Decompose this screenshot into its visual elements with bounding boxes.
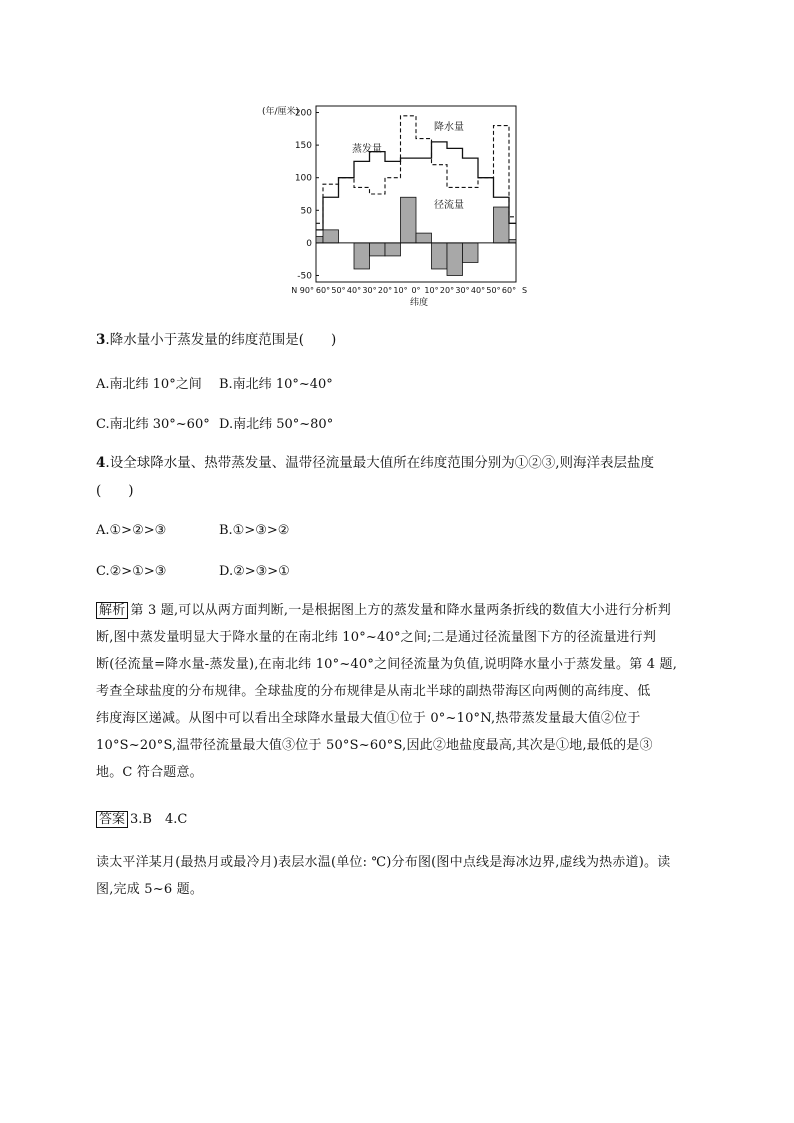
q4-option-a: A.①>②>③ — [96, 523, 167, 538]
y-ticks — [295, 109, 319, 282]
intro-line-1: 读太平洋某月(最热月或最冷月)表层水温(单位: ℃)分布图(图中点线是海冰边界,虚线为热赤道)。读 — [96, 855, 671, 870]
climate-chart — [262, 96, 530, 316]
answer-block — [96, 810, 187, 830]
question-4-stem — [96, 453, 654, 473]
analysis-line-3: 断(径流量=降水量-蒸发量),在南北纬 10°~40°之间径流量为负值,说明降水量小于蒸发量。第 4 题, — [96, 657, 678, 672]
y-tick-label: 150 — [294, 141, 312, 152]
intro-block — [96, 849, 696, 903]
analysis-line-7: 地。C 符合题意。 — [96, 765, 203, 780]
q3-option-b: B.南北纬 10°~40° — [219, 377, 333, 392]
series-label-runoff: 径流量 — [434, 200, 464, 211]
analysis-line-1: 解析 第 3 题,可以从两方面判断,一是根据图上方的蒸发量和降水量两条折线的数值大小进行分析判 — [96, 597, 696, 624]
runoff-bar — [370, 243, 386, 256]
q4-option-c: C.②>①>③ — [96, 564, 167, 579]
answer-tag: 答案 — [96, 811, 128, 828]
x-tick-label: 60° — [315, 286, 331, 295]
analysis-tag: 解析 — [96, 602, 128, 619]
question-3-stem — [96, 330, 336, 350]
x-tick-label: 60° — [501, 286, 517, 295]
x-tick-label: 10° — [424, 286, 439, 295]
x-tick-label: 30° — [455, 286, 470, 295]
x-tick-label: 10° — [393, 286, 408, 295]
runoff-bar — [323, 230, 339, 243]
q4-option-d: D.②>③>① — [219, 564, 290, 579]
runoff-bar — [432, 243, 448, 269]
x-tick-label: 40° — [470, 286, 486, 295]
q3-option-a: A.南北纬 10°之间 — [96, 377, 202, 392]
x-tick-label: 40° — [346, 286, 362, 295]
runoff-bars — [316, 197, 516, 275]
q3-option-d: D.南北纬 50°~80° — [219, 417, 334, 432]
runoff-bar — [416, 233, 432, 243]
question-4-number: 4 — [96, 455, 106, 471]
x-tick-label: 30° — [362, 286, 377, 295]
runoff-bar — [385, 243, 401, 256]
question-4-text: .设全球降水量、热带蒸发量、温带径流量最大值所在纬度范围分别为①②③,则海洋表层盐度 — [105, 455, 654, 471]
x-axis-label: 纬度 — [410, 298, 429, 308]
series-label-evaporation: 蒸发量 — [352, 144, 382, 155]
x-tick-label: 50° — [486, 286, 501, 295]
analysis-line-2: 断,图中蒸发量明显大于降水量的在南北纬 10°~40°之间;二是通过径流量图下方的径流量进行判 — [96, 630, 657, 645]
answer-text: 3.B 4.C — [130, 812, 188, 827]
series-label-precipitation: 降水量 — [434, 122, 464, 133]
runoff-bar — [447, 243, 463, 276]
question-3-text: .降水量小于蒸发量的纬度范围是( ) — [105, 332, 337, 348]
question-4-blank: ( ) — [96, 483, 134, 499]
x-tick-label: 20° — [439, 286, 455, 295]
runoff-bar — [316, 236, 323, 243]
q3-option-c: C.南北纬 30°~60° — [96, 417, 210, 432]
x-tick-label: 50° — [331, 286, 346, 295]
y-unit-label: (年/厘米) — [262, 107, 300, 117]
runoff-bar — [494, 207, 510, 243]
y-tick-label: 50 — [300, 206, 312, 217]
x-tick-label: 0° — [411, 286, 421, 295]
x-ticks — [291, 286, 527, 295]
analysis-line-5: 纬度海区递减。从图中可以看出全球降水量最大值①位于 0°~10°N,热带蒸发量最大值②位于 — [96, 711, 641, 726]
analysis-line-4: 考查全球盐度的分布规律。全球盐度的分布规律是从南北半球的副热带海区向两侧的高纬度、低 — [96, 684, 651, 699]
y-tick-label: 0 — [306, 238, 312, 249]
analysis-line-6: 10°S~20°S,温带径流量最大值③位于 50°S~60°S,因此②地盐度最高,其次是①地,最低的是③ — [96, 738, 653, 753]
runoff-bar — [463, 243, 479, 263]
runoff-bar — [401, 197, 417, 243]
intro-line-2: 图,完成 5~6 题。 — [96, 882, 204, 897]
question-3-number: 3 — [96, 332, 106, 348]
analysis-block — [96, 597, 696, 786]
x-tick-label: 20° — [377, 286, 393, 295]
runoff-bar — [354, 243, 370, 269]
y-tick-label: -50 — [297, 271, 312, 282]
x-tick-label: S — [522, 286, 528, 295]
y-tick-label: 200 — [294, 108, 312, 119]
y-tick-label: 100 — [294, 173, 312, 184]
x-tick-label: N 90° — [291, 286, 314, 295]
q4-option-b: B.①>③>② — [219, 523, 290, 538]
